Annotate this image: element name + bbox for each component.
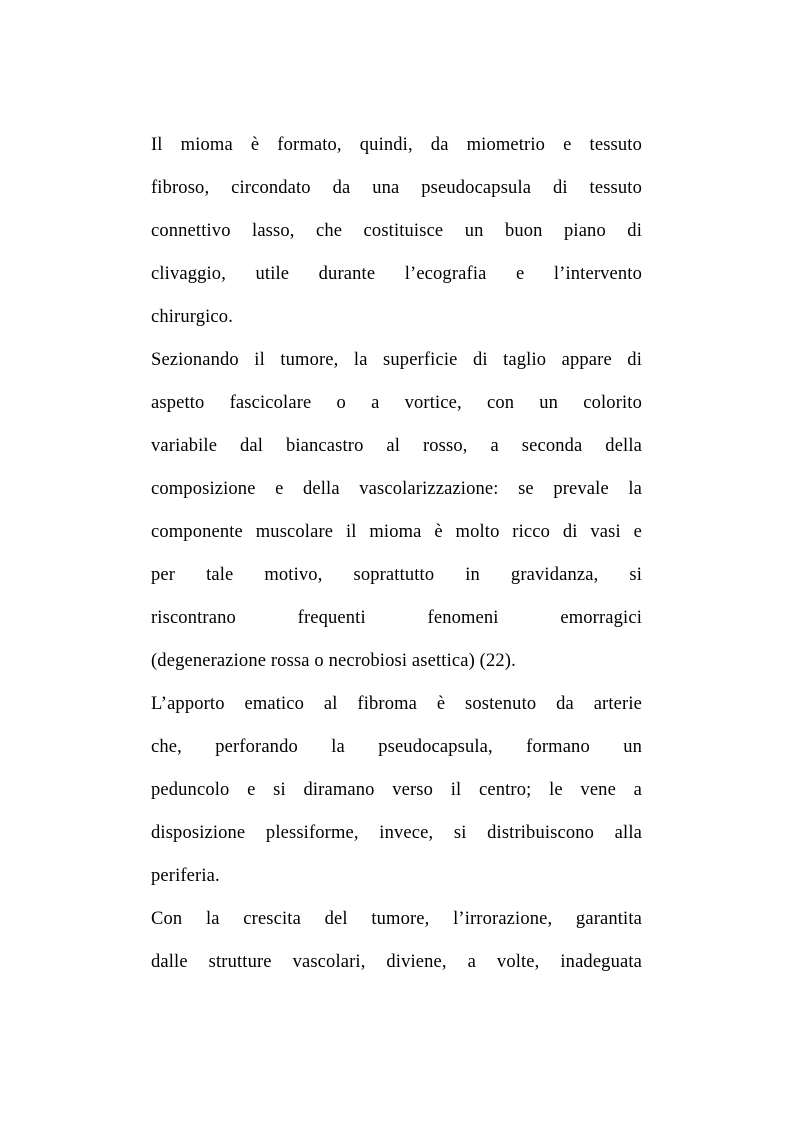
text-line: Sezionando il tumore, la superficie di taglio appare di (151, 350, 642, 370)
paragraph-1 (151, 124, 642, 339)
text-line: riscontrano frequenti fenomeni emorragici (151, 608, 642, 628)
text-line: che, perforando la pseudocapsula, formano un (151, 737, 642, 757)
text-line: connettivo lasso, che costituisce un buon piano di (151, 221, 642, 241)
text-line: chirurgico. (151, 307, 233, 327)
paragraph-3 (151, 683, 642, 898)
text-line: L’apporto ematico al fibroma è sostenuto da arterie (151, 694, 642, 714)
text-line: fibroso, circondato da una pseudocapsula di tessuto (151, 178, 642, 198)
body-text (151, 124, 642, 984)
text-line: variabile dal biancastro al rosso, a seconda della (151, 436, 642, 456)
text-line: componente muscolare il mioma è molto ricco di vasi e (151, 522, 642, 542)
text-line: periferia. (151, 866, 220, 886)
text-line: composizione e della vascolarizzazione: se prevale la (151, 479, 642, 499)
text-line: aspetto fascicolare o a vortice, con un colorito (151, 393, 642, 413)
text-line: disposizione plessiforme, invece, si distribuiscono alla (151, 823, 642, 843)
text-line: peduncolo e si diramano verso il centro; le vene a (151, 780, 642, 800)
text-line: clivaggio, utile durante l’ecografia e l’intervento (151, 264, 642, 284)
text-line: (degenerazione rossa o necrobiosi asettica) (22). (151, 651, 516, 671)
text-line: Con la crescita del tumore, l’irrorazione, garantita (151, 909, 642, 929)
text-line: Il mioma è formato, quindi, da miometrio e tessuto (151, 135, 642, 155)
text-line: per tale motivo, soprattutto in gravidanza, si (151, 565, 642, 585)
paragraph-4 (151, 898, 642, 984)
text-line: dalle strutture vascolari, diviene, a volte, inadeguata (151, 952, 642, 972)
paragraph-2 (151, 339, 642, 683)
